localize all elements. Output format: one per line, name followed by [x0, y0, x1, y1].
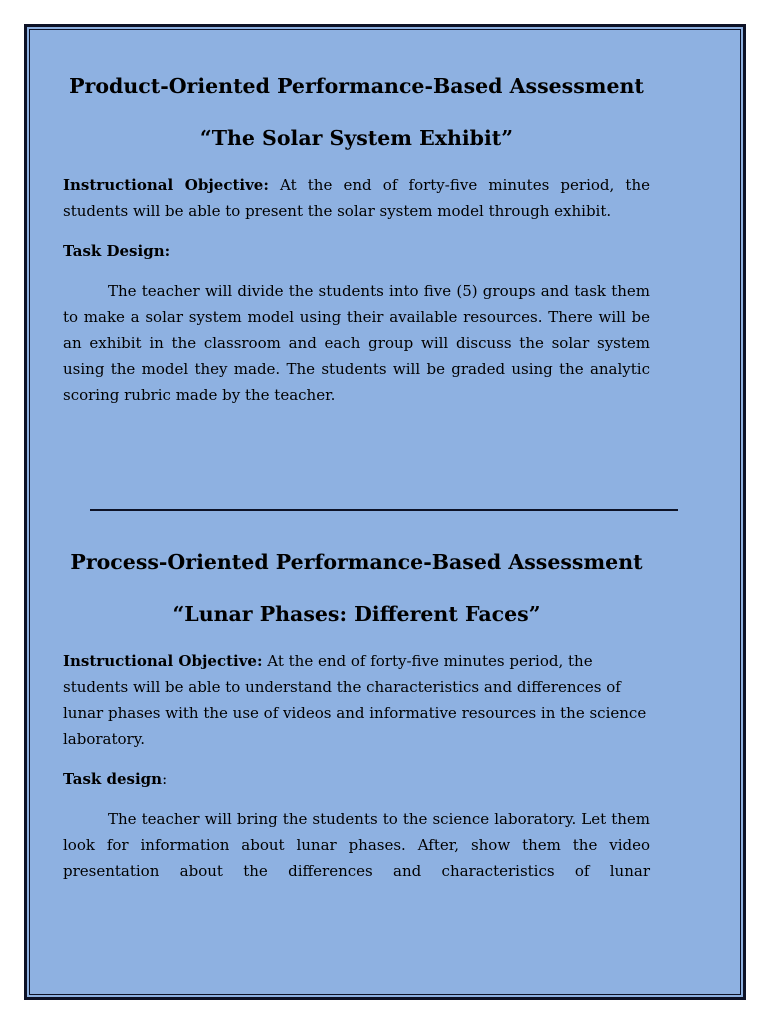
section-heading: Product-Oriented Performance-Based Assessment	[69, 74, 644, 98]
section-divider	[90, 509, 678, 511]
task-design-label: Task Design:	[63, 242, 171, 260]
objective-label: Instructional Objective:	[63, 176, 269, 194]
section-title: “The Solar System Exhibit”	[199, 126, 514, 150]
instructional-objective	[63, 648, 650, 752]
objective-text: At the end of forty-five minutes period, the students will be able to understand the characteristics and differences of lunar phases with the use of videos and informative resources in the science laboratory.	[63, 652, 647, 748]
instructional-objective	[63, 172, 650, 224]
task-design-label: Task design:	[63, 770, 168, 788]
task-design-text: The teacher will divide the students into five (5) groups and task them to make a solar system model using their available resources. There will be an exhibit in the classroom and each group will discuss the solar system using the model they made. The students will be graded using the analytic scoring rubric made by the teacher.	[63, 282, 650, 404]
section-title: “Lunar Phases: Different Faces”	[172, 602, 541, 626]
section-heading: Process-Oriented Performance-Based Assessment	[70, 550, 643, 574]
objective-text: At the end of forty-five minutes period, the students will be able to present the solar system model through exhibit.	[63, 176, 650, 220]
product-assessment-section	[63, 72, 650, 408]
task-design-text: The teacher will bring the students to the science laboratory. Let them look for information about lunar phases. After, show them the video presentation about the differences and characteristics of lunar	[63, 810, 650, 880]
objective-label: Instructional Objective:	[63, 652, 263, 670]
process-assessment-section	[63, 548, 650, 884]
